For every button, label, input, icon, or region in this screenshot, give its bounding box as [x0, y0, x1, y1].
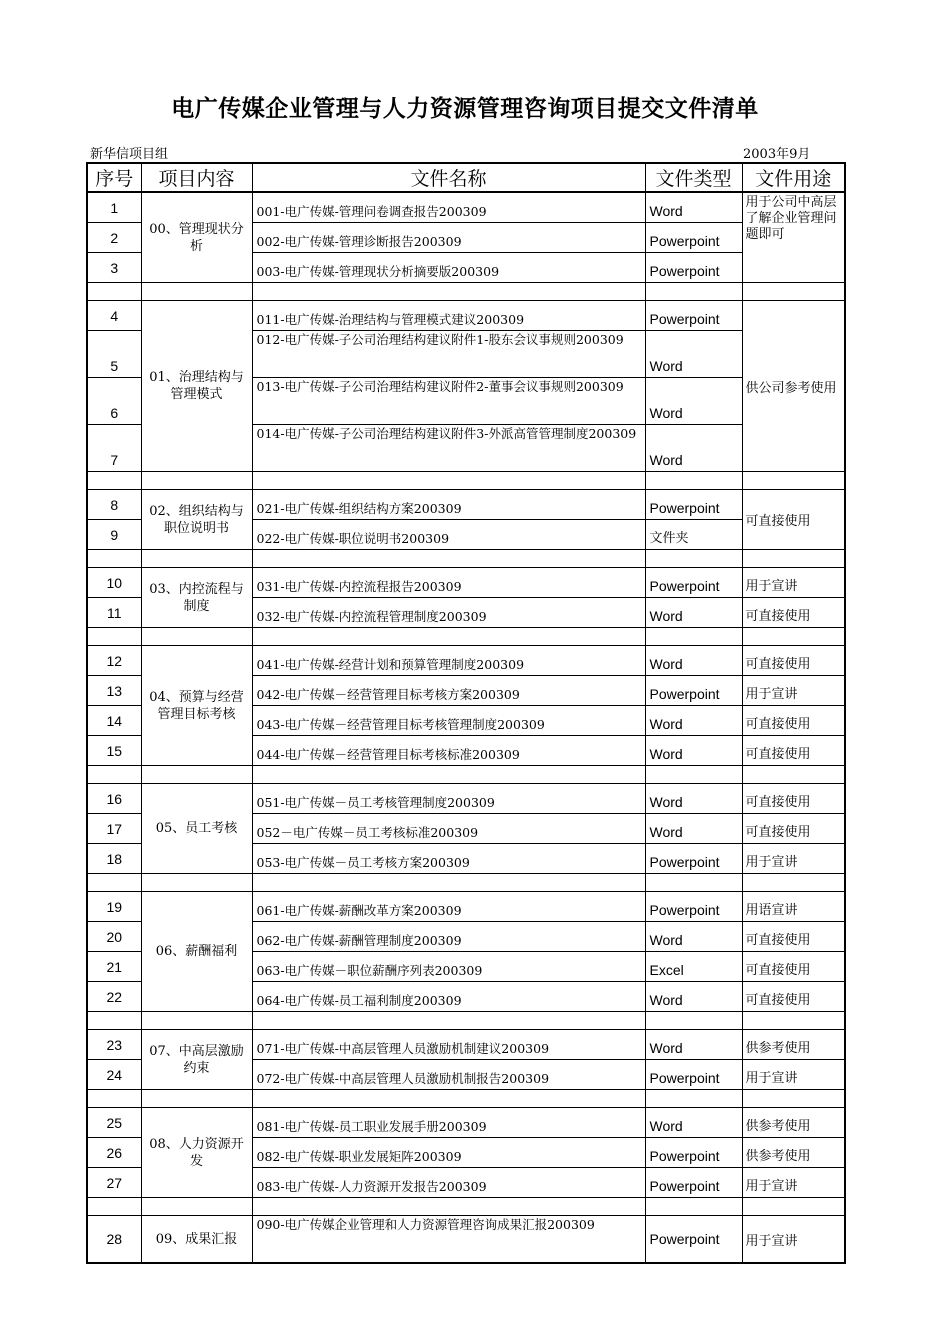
file-type: Powerpoint [645, 568, 742, 598]
file-name: 031-电广传媒-内控流程报告200309 [252, 568, 645, 598]
file-use: 供参考使用 [742, 1030, 845, 1060]
row-number: 27 [87, 1168, 141, 1198]
file-type: Word [645, 784, 742, 814]
file-name: 090-电广传媒企业管理和人力资源管理咨询成果汇报200309 [252, 1216, 645, 1264]
file-name: 051-电广传媒－员工考核管理制度200309 [252, 784, 645, 814]
file-use: 可直接使用 [742, 952, 845, 982]
spacer-row [87, 874, 845, 892]
row-number: 9 [87, 520, 141, 550]
table-row [87, 1216, 845, 1264]
file-use: 用语宣讲 [742, 892, 845, 922]
report-date: 2003年9月 [743, 147, 811, 162]
file-type: Powerpoint [645, 844, 742, 874]
file-type: Word [645, 982, 742, 1012]
header-content: 项目内容 [141, 163, 252, 192]
file-use: 可直接使用 [742, 490, 845, 550]
file-type: Powerpoint [645, 1216, 742, 1264]
section-label: 02、组织结构与职位说明书 [141, 490, 252, 550]
section-label: 00、管理现状分析 [141, 192, 252, 283]
file-name: 083-电广传媒-人力资源开发报告200309 [252, 1168, 645, 1198]
file-type: Powerpoint [645, 253, 742, 283]
file-use: 用于公司中高层了解企业管理问题即可 [742, 192, 845, 283]
row-number: 12 [87, 646, 141, 676]
file-name: 022-电广传媒-职位说明书200309 [252, 520, 645, 550]
table-row [87, 1108, 845, 1138]
project-group: 新华信项目组 [90, 147, 169, 162]
file-use: 可直接使用 [742, 814, 845, 844]
file-name: 032-电广传媒-内控流程管理制度200309 [252, 598, 645, 628]
file-type: Word [645, 1030, 742, 1060]
file-name: 014-电广传媒-子公司治理结构建议附件3-外派高管管理制度200309 [252, 425, 645, 472]
file-type: Powerpoint [645, 490, 742, 520]
table-row [87, 892, 845, 922]
file-use: 用于宣讲 [742, 844, 845, 874]
file-use: 用于宣讲 [742, 676, 845, 706]
file-use: 可直接使用 [742, 706, 845, 736]
file-name: 003-电广传媒-管理现状分析摘要版200309 [252, 253, 645, 283]
table-row [87, 192, 845, 223]
row-number: 26 [87, 1138, 141, 1168]
file-type: Word [645, 378, 742, 425]
row-number: 13 [87, 676, 141, 706]
file-type: Word [645, 425, 742, 472]
row-number: 14 [87, 706, 141, 736]
spacer-row [87, 283, 845, 301]
row-number: 15 [87, 736, 141, 766]
file-type: Excel [645, 952, 742, 982]
table-row [87, 568, 845, 598]
file-type: Powerpoint [645, 676, 742, 706]
row-number: 7 [87, 425, 141, 472]
row-number: 5 [87, 331, 141, 378]
file-name: 052－电广传媒－员工考核标准200309 [252, 814, 645, 844]
row-number: 20 [87, 922, 141, 952]
row-number: 4 [87, 301, 141, 331]
spacer-row [87, 1198, 845, 1216]
page-title: 电广传媒企业管理与人力资源管理咨询项目提交文件清单 [171, 96, 759, 122]
file-name: 042-电广传媒－经营管理目标考核方案200309 [252, 676, 645, 706]
file-type: Word [645, 736, 742, 766]
file-name: 064-电广传媒-员工福利制度200309 [252, 982, 645, 1012]
file-use: 用于宣讲 [742, 1216, 845, 1264]
file-name: 062-电广传媒-薪酬管理制度200309 [252, 922, 645, 952]
file-name: 001-电广传媒-管理问卷调查报告200309 [252, 192, 645, 223]
row-number: 23 [87, 1030, 141, 1060]
table-row [87, 490, 845, 520]
spacer-row [87, 628, 845, 646]
file-name: 061-电广传媒-薪酬改革方案200309 [252, 892, 645, 922]
file-type: Word [645, 706, 742, 736]
table-row [87, 1030, 845, 1060]
table-row [87, 784, 845, 814]
row-number: 8 [87, 490, 141, 520]
row-number: 11 [87, 598, 141, 628]
header-type: 文件类型 [645, 163, 742, 192]
section-label: 09、成果汇报 [141, 1216, 252, 1264]
file-use: 可直接使用 [742, 922, 845, 952]
file-name: 081-电广传媒-员工职业发展手册200309 [252, 1108, 645, 1138]
file-use: 可直接使用 [742, 982, 845, 1012]
section-label: 03、内控流程与制度 [141, 568, 252, 628]
row-number: 6 [87, 378, 141, 425]
file-use: 可直接使用 [742, 646, 845, 676]
row-number: 1 [87, 192, 141, 223]
file-type: Powerpoint [645, 223, 742, 253]
row-number: 25 [87, 1108, 141, 1138]
section-label: 08、人力资源开发 [141, 1108, 252, 1198]
spacer-row [87, 550, 845, 568]
file-use: 用于宣讲 [742, 568, 845, 598]
file-name: 044-电广传媒－经营管理目标考核标准200309 [252, 736, 645, 766]
row-number: 19 [87, 892, 141, 922]
row-number: 24 [87, 1060, 141, 1090]
header-row [87, 163, 845, 192]
file-type: Word [645, 922, 742, 952]
file-name: 013-电广传媒-子公司治理结构建议附件2-董事会议事规则200309 [252, 378, 645, 425]
section-label: 07、中高层激励约束 [141, 1030, 252, 1090]
file-name: 072-电广传媒-中高层管理人员激励机制报告200309 [252, 1060, 645, 1090]
file-name: 053-电广传媒－员工考核方案200309 [252, 844, 645, 874]
file-name: 021-电广传媒-组织结构方案200309 [252, 490, 645, 520]
file-use: 供公司参考使用 [742, 301, 845, 472]
file-use: 可直接使用 [742, 784, 845, 814]
file-name: 082-电广传媒-职业发展矩阵200309 [252, 1138, 645, 1168]
row-number: 16 [87, 784, 141, 814]
section-label: 01、治理结构与管理模式 [141, 301, 252, 472]
table-row [87, 646, 845, 676]
file-use: 可直接使用 [742, 736, 845, 766]
row-number: 22 [87, 982, 141, 1012]
header-no: 序号 [87, 163, 141, 192]
file-type: Word [645, 331, 742, 378]
file-type: Powerpoint [645, 1138, 742, 1168]
file-name: 043-电广传媒－经营管理目标考核管理制度200309 [252, 706, 645, 736]
row-number: 3 [87, 253, 141, 283]
file-type: Word [645, 1108, 742, 1138]
file-type: Powerpoint [645, 892, 742, 922]
spacer-row [87, 1012, 845, 1030]
file-list-table [86, 162, 846, 1264]
section-label: 05、员工考核 [141, 784, 252, 874]
file-name: 012-电广传媒-子公司治理结构建议附件1-股东会议事规则200309 [252, 331, 645, 378]
section-label: 04、预算与经营管理目标考核 [141, 646, 252, 766]
file-type: Powerpoint [645, 1168, 742, 1198]
file-use: 用于宣讲 [742, 1168, 845, 1198]
file-use: 供参考使用 [742, 1138, 845, 1168]
file-name: 071-电广传媒-中高层管理人员激励机制建议200309 [252, 1030, 645, 1060]
file-type: Word [645, 814, 742, 844]
file-name: 041-电广传媒-经营计划和预算管理制度200309 [252, 646, 645, 676]
file-type: Word [645, 192, 742, 223]
file-type: Powerpoint [645, 301, 742, 331]
spacer-row [87, 472, 845, 490]
file-use: 供参考使用 [742, 1108, 845, 1138]
header-use: 文件用途 [742, 163, 845, 192]
row-number: 21 [87, 952, 141, 982]
row-number: 2 [87, 223, 141, 253]
spacer-row [87, 766, 845, 784]
file-type: Word [645, 598, 742, 628]
file-type: Powerpoint [645, 1060, 742, 1090]
spacer-row [87, 1090, 845, 1108]
row-number: 18 [87, 844, 141, 874]
file-type: 文件夹 [645, 520, 742, 550]
file-name: 002-电广传媒-管理诊断报告200309 [252, 223, 645, 253]
file-use: 可直接使用 [742, 598, 845, 628]
file-name: 011-电广传媒-治理结构与管理模式建议200309 [252, 301, 645, 331]
section-label: 06、薪酬福利 [141, 892, 252, 1012]
row-number: 10 [87, 568, 141, 598]
file-use: 用于宣讲 [742, 1060, 845, 1090]
header-name: 文件名称 [252, 163, 645, 192]
table-row [87, 301, 845, 331]
row-number: 28 [87, 1216, 141, 1264]
row-number: 17 [87, 814, 141, 844]
file-type: Word [645, 646, 742, 676]
file-name: 063-电广传媒－职位薪酬序列表200309 [252, 952, 645, 982]
